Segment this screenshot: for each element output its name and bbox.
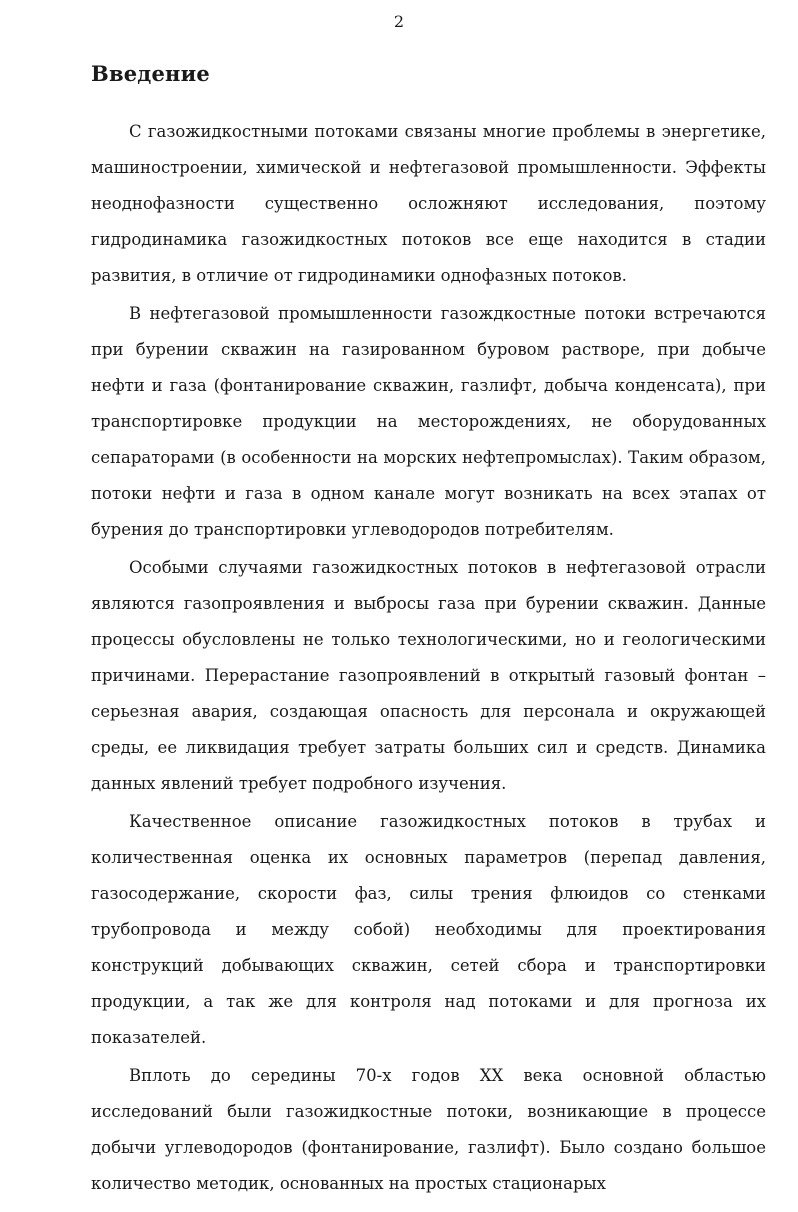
paragraph-2: В нефтегазовой промышленности газождкостные потоки встречаются при бурении скважин на газированном буровом растворе, при добыче нефти и газа (фонтанирование скважин, газлифт, добыча конденсата), при транспортировке продукции на месторождениях, не оборудованных сепараторами (в особенности на морских нефтепромыслах). Таким образом, потоки нефти и газа в одном канале могут возникать на всех этапах от бурения до транспортировки углеводородов потребителям. xyxy=(91,304,766,539)
paragraph-3: Особыми случаями газожидкостных потоков в нефтегазовой отрасли являются газопроявления и выбросы газа при бурении скважин. Данные процессы обусловлены не только технологическими, но и геологическими причинами. Перерастание газопроявлений в открытый газовый фонтан – серьезная авария, создающая опасность для персонала и окружающей среды, ее ликвидация требует затраты больших сил и средств. Динамика данных явлений требует подробного изучения. xyxy=(91,558,766,793)
page-number: 2 xyxy=(393,12,405,31)
paragraph-1: С газожидкостными потоками связаны многие проблемы в энергетике, машиностроении, химической и нефтегазовой промышленности. Эффекты неоднофазности существенно осложняют исследования, поэтому гидродинамика газожидкостных потоков все еще находится в стадии развития, в отличие от гидродинамики однофазных потоков. xyxy=(91,122,766,285)
body-text xyxy=(91,114,766,1204)
section-heading: Введение xyxy=(91,61,210,86)
paragraph-4: Качественное описание газожидкостных потоков в трубах и количественная оценка их основных параметров (перепад давления, газосодержание, скорости фаз, силы трения флюидов со стенками трубопровода и между собой) необходимы для проектирования конструкций добывающих скважин, сетей сбора и транспортировки продукции, а так же для контроля над потоками и для прогноза их показателей. xyxy=(91,812,766,1047)
paragraph-5: Вплоть до середины 70-х годов XX века основной областью исследований были газожидкостные потоки, возникающие в процессе добычи углеводородов (фонтанирование, газлифт). Было создано большое количество методик, основанных на простых стационарых xyxy=(91,1066,766,1193)
